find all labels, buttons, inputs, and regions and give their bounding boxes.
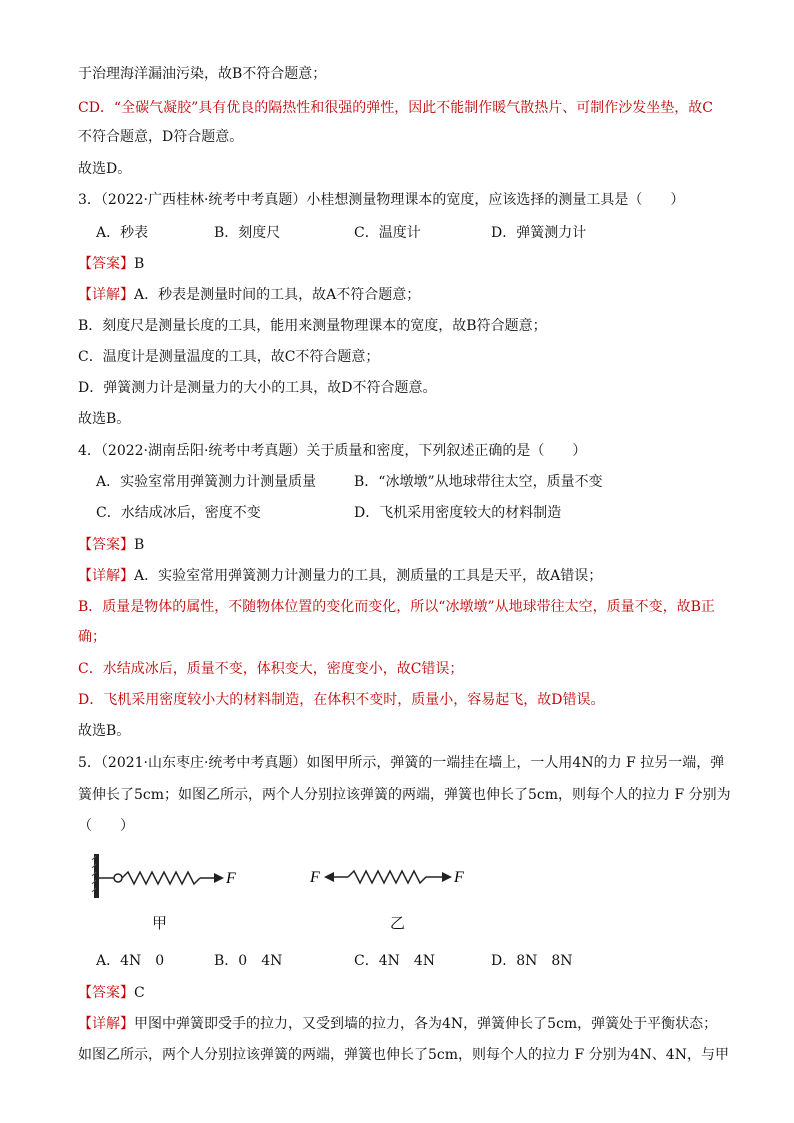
force-label: F bbox=[310, 869, 320, 886]
detail-tag: 【详解】 bbox=[78, 287, 134, 303]
q4-option-b: B．“冰墩墩”从地球带往太空，质量不变 bbox=[354, 474, 603, 490]
arrow-right-icon bbox=[442, 872, 452, 882]
q3-option-c: C．温度计 bbox=[354, 225, 421, 241]
force-label: F bbox=[226, 870, 236, 887]
q3-detail bbox=[78, 285, 420, 305]
detail-text: A．秒表是测量时间的工具，故A不符合题意； bbox=[134, 287, 421, 303]
wall-icon bbox=[94, 854, 99, 898]
q5-option-a: A．4N 0 bbox=[96, 953, 165, 969]
answer-tag: 【答案】 bbox=[78, 256, 134, 272]
text-line: 确； bbox=[78, 629, 106, 645]
text-line: B．刻度尺是测量长度的工具，能用来测量物理课本的宽度，故B符合题意； bbox=[78, 318, 547, 334]
question-3-stem: 3．（2022·广西桂林·统考中考真题）小桂想测量物理课本的宽度，应该选择的测量工具是（ ） bbox=[78, 192, 685, 208]
answer-tag: 【答案】 bbox=[78, 537, 134, 553]
detail-text: A．实验室常用弹簧测力计测量力的工具，测质量的工具是天平，故A错误； bbox=[134, 568, 603, 584]
figure-spring-wall bbox=[90, 850, 250, 902]
question-5-stem: 簧伸长了5cm；如图乙所示，两个人分别拉该弹簧的两端，弹簧也伸长了5cm，则每个人的拉力 F 分别为 bbox=[78, 787, 731, 803]
q5-option-b: B．0 4N bbox=[214, 953, 283, 969]
question-5-stem: 5．（2021·山东枣庄·统考中考真题）如图甲所示，弹簧的一端挂在墙上，一人用4N的力 F 拉另一端，弹 bbox=[78, 755, 725, 771]
spring-icon bbox=[348, 871, 426, 883]
text-line: B．质量是物体的属性，不随物体位置的变化而变化，所以“冰墩墩”从地球带往太空，质量不变，故B正 bbox=[78, 599, 715, 615]
q5-option-c: C．4N 4N bbox=[354, 953, 436, 969]
q4-detail bbox=[78, 566, 602, 586]
q3-option-a: A．秒表 bbox=[96, 225, 149, 241]
text-line: D．弹簧测力计是测量力的大小的工具，故D不符合题意。 bbox=[78, 380, 437, 396]
text-line: 不符合题意，D符合题意。 bbox=[78, 129, 244, 145]
text-line: CD．“全碳气凝胶”具有优良的隔热性和很强的弹性，因此不能制作暖气散热片、可制作沙发坐垫，故C bbox=[78, 100, 713, 116]
text-line: 故选B。 bbox=[78, 411, 131, 427]
answer-value: B bbox=[134, 537, 145, 553]
answer-value: B bbox=[134, 256, 145, 272]
text-line: 故选B。 bbox=[78, 723, 131, 739]
question-5-stem: （ ） bbox=[78, 818, 134, 834]
answer-tag: 【答案】 bbox=[78, 985, 134, 1001]
q5-answer bbox=[78, 983, 145, 1003]
q4-option-c: C．水结成冰后，密度不变 bbox=[96, 505, 261, 521]
detail-text: 甲图中弹簧即受手的拉力，又受到墙的拉力，各为4N，弹簧伸长了5cm，弹簧处于平衡状态； bbox=[134, 1016, 718, 1032]
question-4-stem: 4．（2022·湖南岳阳·统考中考真题）关于质量和密度，下列叙述正确的是（ ） bbox=[78, 443, 587, 459]
detail-tag: 【详解】 bbox=[78, 1016, 134, 1032]
figure-caption-b: 乙 bbox=[390, 914, 406, 932]
figure-caption-a: 甲 bbox=[152, 914, 168, 932]
spring-icon bbox=[122, 872, 200, 884]
text-line: 于治理海洋漏油污染，故B不符合题意； bbox=[78, 66, 327, 82]
q3-option-b: B．刻度尺 bbox=[214, 225, 281, 241]
detail-tag: 【详解】 bbox=[78, 568, 134, 584]
text-line: 如图乙所示，两个人分别拉该弹簧的两端，弹簧也伸长了5cm，则每个人的拉力 F 分别为4N、4N，与甲 bbox=[78, 1047, 729, 1063]
text-line: 故选D。 bbox=[78, 161, 132, 177]
figure-spring-two-pulls bbox=[308, 862, 478, 894]
arrow-left-icon bbox=[324, 872, 334, 882]
q5-option-d: D．8N 8N bbox=[491, 953, 573, 969]
text-line: C．水结成冰后，质量不变，体积变大，密度变小，故C错误； bbox=[78, 661, 464, 677]
text-line: C．温度计是测量温度的工具，故C不符合题意； bbox=[78, 349, 380, 365]
answer-value: C bbox=[134, 985, 145, 1001]
q3-answer bbox=[78, 254, 144, 274]
q5-detail bbox=[78, 1014, 717, 1034]
arrow-right-icon bbox=[214, 873, 224, 883]
text-line: D．飞机采用密度较小大的材料制造，在体积不变时，质量小，容易起飞，故D错误。 bbox=[78, 692, 605, 708]
q4-option-d: D．飞机采用密度较大的材料制造 bbox=[354, 505, 562, 521]
q4-option-a: A．实验室常用弹簧测力计测量质量 bbox=[96, 474, 317, 490]
q3-option-d: D．弹簧测力计 bbox=[491, 225, 587, 241]
force-label: F bbox=[454, 869, 464, 886]
q4-answer bbox=[78, 535, 144, 555]
